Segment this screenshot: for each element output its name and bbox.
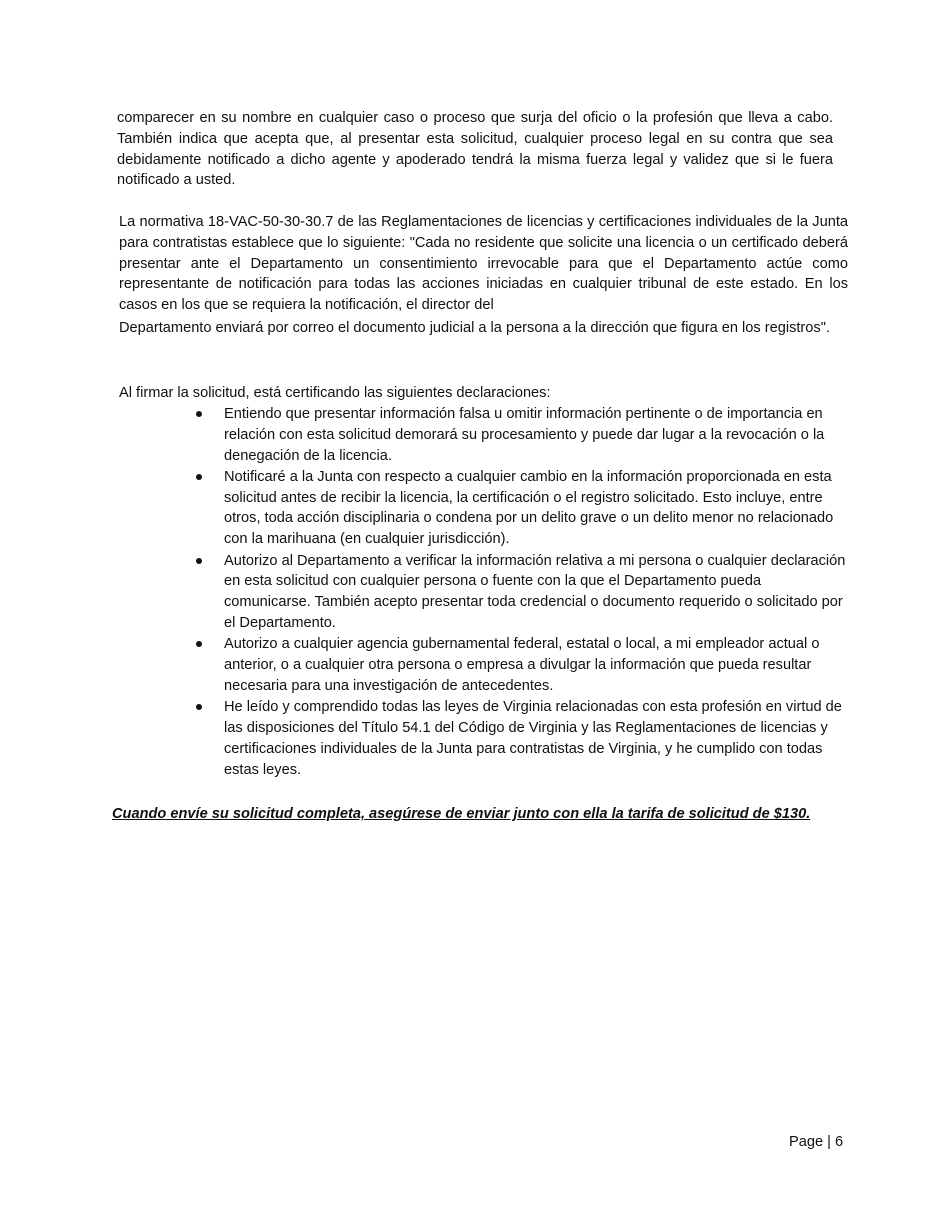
declarations-list (196, 404, 846, 781)
paragraph-regulation (119, 212, 848, 339)
fee-note: Cuando envíe su solicitud completa, asegúrese de enviar junto con ella la tarifa de solicitud de $130. (112, 806, 811, 822)
declarations-intro: Al firmar la solicitud, está certificando las siguientes declaraciones: (119, 385, 551, 401)
declaration-text: Entiendo que presentar información falsa u omitir información pertinente o de importancia en relación con esta solicitud demorará su procesamiento y puede dar lugar a la revocación o la denegación de la licencia. (224, 406, 825, 464)
declaration-text: Autorizo al Departamento a verificar la información relativa a mi persona o cualquier declaración en esta solicitud con cualquier persona o fuente con la que el Departamento pueda comunicarse. También acepto presentar toda credencial o documento requerido o solicitado por el Departamento. (224, 552, 846, 631)
page-number: Page | 6 (789, 1134, 844, 1150)
paragraph-regulation-text: La normativa 18-VAC-50-30-30.7 de las Reglamentaciones de licencias y certificaciones individuales de la Junta para contratistas establece que lo siguiente: "Cada no residente que solicite una licencia o un certificado deberá presentar ante el Departamento un consentimiento irrevocable para que el Departamento actúe como representante de notificación para todas las acciones iniciadas en cualquier tribunal de este estado. En los casos en los que se requiera la notificación, el director del (119, 214, 848, 314)
bullet-icon (196, 411, 202, 417)
declaration-text: He leído y comprendido todas las leyes de Virginia relacionadas con esta profesión en virtud de las disposiciones del Título 54.1 del Código de Virginia y las Reglamentaciones de licencias y certificaciones individuales de la Junta para contratistas de Virginia, y he cumplido con todas estas leyes. (224, 699, 842, 778)
paragraph-regulation-end: Departamento enviará por correo el documento judicial a la persona a la dirección que figura en los registros". (119, 319, 830, 336)
bullet-icon (196, 474, 202, 480)
declaration-item (196, 551, 846, 634)
bullet-icon (196, 558, 202, 564)
declaration-text: Autorizo a cualquier agencia gubernamental federal, estatal o local, a mi empleador actual o anterior, o a cualquier otra persona o empresa a divulgar la información que pueda resultar necesaria para una investigación de antecedentes. (224, 636, 820, 694)
declaration-item (196, 467, 846, 550)
declaration-item (196, 634, 846, 696)
declaration-text: Notificaré a la Junta con respecto a cualquier cambio en la información proporcionada en esta solicitud antes de recibir la licencia, la certificación o el registro solicitado. Esto incluye, entre otros, toda acción disciplinaria o condena por un delito grave o un delito menor no relacionado con la marihuana (en cualquier jurisdicción). (224, 468, 834, 548)
bullet-icon (196, 641, 202, 647)
declaration-item (196, 697, 846, 780)
bullet-icon (196, 704, 202, 710)
paragraph-agent-consent: comparecer en su nombre en cualquier caso o proceso que surja del oficio o la profesión que lleva a cabo. También indica que acepta que, al presentar esta solicitud, cualquier proceso legal en su contra que sea debidamente notificado a dicho agente y apoderado tendrá la misma fuerza legal y validez que si le fuera notificado a usted. (117, 110, 833, 189)
declaration-item (196, 404, 846, 466)
